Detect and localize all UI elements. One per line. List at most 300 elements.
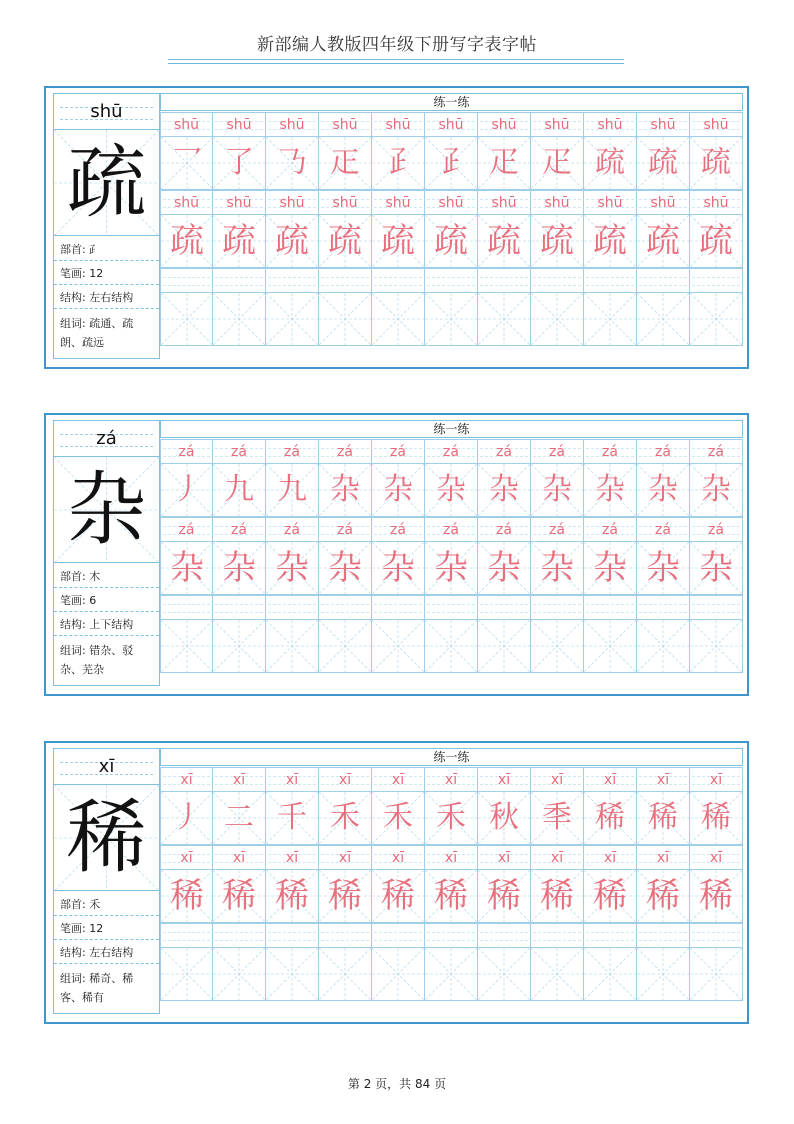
pinyin-guide-line — [374, 612, 422, 613]
pinyin-cell-text: xī — [444, 849, 458, 866]
pinyin-cell — [478, 517, 531, 542]
tian-grid-cell[interactable] — [319, 542, 372, 595]
pinyin-cell — [584, 190, 637, 215]
blank-pinyin-cell[interactable] — [266, 268, 319, 293]
pinyin-cell — [266, 845, 319, 870]
tian-grid-cell[interactable] — [372, 948, 425, 1001]
blank-pinyin-cell[interactable] — [584, 595, 637, 620]
pinyin-cell — [584, 517, 637, 542]
tian-grid-cell[interactable] — [478, 464, 531, 517]
model-character: 杂 — [66, 463, 147, 556]
tian-grid-cell[interactable] — [690, 293, 743, 346]
tian-grid-cell[interactable] — [160, 137, 213, 190]
pinyin-guide-line — [692, 612, 740, 613]
pinyin-guide-line — [163, 285, 210, 286]
trace-character: 了 — [224, 145, 254, 180]
pinyin-cell — [319, 517, 372, 542]
blank-pinyin-cell[interactable] — [584, 268, 637, 293]
tian-grid-cell[interactable] — [425, 464, 478, 517]
trace-character: 二 — [224, 800, 254, 835]
tian-grid-cell[interactable] — [531, 137, 584, 190]
tian-grid-cell[interactable] — [372, 542, 425, 595]
tian-grid-cell[interactable] — [160, 542, 213, 595]
tian-grid-cell[interactable] — [584, 542, 637, 595]
tian-grid-cell[interactable] — [319, 948, 372, 1001]
tian-grid-cell[interactable] — [213, 792, 266, 845]
page-footer: 第 2 页，共 84 页 — [347, 1077, 447, 1091]
tian-grid-cell[interactable] — [160, 464, 213, 517]
tian-grid-cell[interactable] — [160, 870, 213, 923]
trace-character: 稀 — [595, 800, 625, 835]
tian-grid-cell[interactable] — [425, 792, 478, 845]
tian-grid-cell[interactable] — [584, 293, 637, 346]
tian-grid-guides — [531, 293, 583, 345]
practice-card — [44, 413, 749, 696]
tian-grid-cell[interactable] — [266, 542, 319, 595]
tian-grid-cell[interactable] — [478, 792, 531, 845]
trace-character: 杂 — [330, 472, 360, 507]
pinyin-cell-text: xī — [656, 771, 670, 788]
pinyin-cell — [690, 767, 743, 792]
pinyin-guide-line — [533, 277, 581, 278]
tian-grid-cell[interactable] — [213, 215, 266, 268]
tian-grid-cell[interactable] — [690, 620, 743, 673]
tian-grid-cell[interactable] — [266, 620, 319, 673]
pinyin-text: xī — [98, 756, 115, 777]
pinyin-cell-text: shū — [650, 116, 676, 133]
pinyin-cell-text: xī — [391, 849, 405, 866]
pinyin-cell — [372, 517, 425, 542]
pinyin-guide-line — [427, 604, 475, 605]
trace-character: 疏 — [595, 145, 625, 180]
blank-pinyin-cell[interactable] — [690, 268, 743, 293]
tian-grid-cell[interactable] — [160, 792, 213, 845]
tian-grid-cell[interactable] — [213, 464, 266, 517]
pinyin-guide-line — [374, 932, 422, 933]
blank-pinyin-cell[interactable] — [319, 268, 372, 293]
trace-character: 杂 — [222, 548, 256, 588]
tian-grid-guides — [372, 620, 424, 672]
trace-character: 稀 — [648, 800, 678, 835]
tian-grid-cell[interactable] — [690, 215, 743, 268]
pinyin-cell — [637, 112, 690, 137]
practice-header: 练一练 — [160, 748, 743, 766]
tian-grid-cell[interactable] — [213, 542, 266, 595]
pinyin-guide-line — [533, 604, 581, 605]
tian-grid-cell[interactable] — [637, 293, 690, 346]
pinyin-guide-line — [215, 612, 263, 613]
blank-pinyin-cell[interactable] — [372, 923, 425, 948]
word-examples-info — [54, 636, 159, 686]
pinyin-cell — [531, 767, 584, 792]
blank-pinyin-cell[interactable] — [478, 268, 531, 293]
radical-info-label: 部首: — [60, 242, 90, 256]
pinyin-cell-text: xī — [180, 771, 193, 788]
tian-grid-cell[interactable] — [690, 464, 743, 517]
structure-info — [54, 285, 159, 309]
blank-pinyin-cell[interactable] — [584, 923, 637, 948]
blank-pinyin-cell[interactable] — [637, 923, 690, 948]
pinyin-guide-line — [692, 604, 740, 605]
tian-grid-cell[interactable] — [531, 293, 584, 346]
tian-grid-cell[interactable] — [266, 870, 319, 923]
pinyin-cell-text: zá — [602, 521, 618, 538]
pinyin-cell-text: xī — [391, 771, 405, 788]
pinyin-cell-text: xī — [444, 771, 458, 788]
trace-character: 疏 — [593, 221, 627, 261]
blank-pinyin-cell[interactable] — [478, 923, 531, 948]
trace-character: 𠄎 — [277, 145, 307, 180]
blank-pinyin-row — [160, 595, 743, 620]
stroke-order-row — [160, 137, 743, 190]
blank-pinyin-cell[interactable] — [425, 923, 478, 948]
tian-grid-cell[interactable] — [425, 137, 478, 190]
tian-grid-cell[interactable] — [372, 464, 425, 517]
pinyin-cell-text: zá — [390, 443, 406, 460]
blank-pinyin-cell[interactable] — [690, 923, 743, 948]
pinyin-cell-text: shū — [438, 116, 464, 133]
tian-grid-cell[interactable] — [319, 792, 372, 845]
tian-grid-guides — [266, 948, 318, 1000]
tian-grid-cell[interactable] — [319, 137, 372, 190]
radical-info-text — [60, 896, 100, 912]
pinyin-cell-text: shū — [597, 116, 623, 133]
tian-grid-cell[interactable] — [478, 948, 531, 1001]
blank-pinyin-cell[interactable] — [213, 268, 266, 293]
tian-grid-cell[interactable] — [531, 792, 584, 845]
pinyin-cell — [213, 767, 266, 792]
pinyin-cell — [266, 190, 319, 215]
tian-grid-cell[interactable] — [478, 215, 531, 268]
tian-grid-cell[interactable] — [372, 870, 425, 923]
word-examples-info-value: 稀奇、稀客、稀有 — [60, 972, 134, 1004]
tian-grid-cell[interactable] — [637, 215, 690, 268]
tian-grid-cell[interactable] — [319, 620, 372, 673]
pinyin-guide-line — [533, 940, 581, 941]
pinyin-cell-text: zá — [284, 521, 300, 538]
tian-grid-cell[interactable] — [160, 620, 213, 673]
tian-grid-cell[interactable] — [531, 948, 584, 1001]
tian-grid-cell[interactable] — [213, 137, 266, 190]
blank-pinyin-cell[interactable] — [213, 595, 266, 620]
tian-grid-cell[interactable] — [637, 542, 690, 595]
tian-grid-cell[interactable] — [584, 870, 637, 923]
blank-pinyin-cell[interactable] — [531, 923, 584, 948]
character-pinyin — [54, 94, 159, 130]
stroke-order-row — [160, 464, 743, 517]
tian-grid-cell[interactable] — [690, 870, 743, 923]
blank-pinyin-cell[interactable] — [160, 268, 213, 293]
trace-character: 乛 — [172, 145, 202, 180]
pinyin-guide-line — [639, 604, 687, 605]
tian-grid-cell[interactable] — [637, 948, 690, 1001]
tian-grid-cell[interactable] — [584, 215, 637, 268]
tian-grid-guides — [637, 620, 689, 672]
pinyin-cell — [372, 767, 425, 792]
character-info-panel — [53, 420, 160, 686]
tian-grid-cell[interactable] — [319, 870, 372, 923]
tian-grid-cell[interactable] — [266, 215, 319, 268]
stroke-count-info — [54, 261, 159, 285]
pinyin-cell — [531, 190, 584, 215]
tian-grid-cell[interactable] — [478, 293, 531, 346]
tian-grid-cell[interactable] — [266, 293, 319, 346]
trace-character: 疏 — [540, 221, 574, 261]
pinyin-guide-line — [215, 285, 263, 286]
pinyin-cell-text: shū — [279, 116, 305, 133]
trace-character: 禾 — [436, 800, 466, 835]
pinyin-guide-line — [692, 285, 740, 286]
trace-character: 杂 — [381, 548, 415, 588]
blank-pinyin-row — [160, 268, 743, 293]
pinyin-cell-text: zá — [178, 521, 195, 538]
tian-grid-cell[interactable] — [372, 620, 425, 673]
blank-pinyin-cell[interactable] — [372, 268, 425, 293]
pinyin-cell-text: shū — [332, 116, 358, 133]
tian-grid-cell[interactable] — [319, 293, 372, 346]
trace-character: 千 — [277, 800, 307, 835]
pinyin-guide-line — [480, 932, 528, 933]
tian-grid-cell[interactable] — [372, 137, 425, 190]
tian-grid-guides — [584, 293, 636, 345]
tian-grid-cell[interactable] — [637, 870, 690, 923]
tian-grid-cell[interactable] — [531, 464, 584, 517]
pinyin-guide-line — [480, 940, 528, 941]
pinyin-cell — [319, 439, 372, 464]
trace-character: 杂 — [595, 472, 625, 507]
character-pinyin — [54, 421, 159, 457]
pinyin-cell — [478, 845, 531, 870]
pinyin-cell-text: xī — [497, 771, 511, 788]
blank-pinyin-cell[interactable] — [531, 268, 584, 293]
tian-grid-guides — [425, 948, 477, 1000]
tian-grid-cell[interactable] — [372, 215, 425, 268]
tian-grid-cell[interactable] — [637, 137, 690, 190]
tian-grid-cell[interactable] — [425, 215, 478, 268]
pinyin-guide-line — [163, 612, 210, 613]
tian-grid-cell[interactable] — [266, 792, 319, 845]
trace-character: 丿 — [172, 472, 202, 507]
tian-grid-cell[interactable] — [213, 870, 266, 923]
tian-grid-cell[interactable] — [425, 293, 478, 346]
trace-character: 疏 — [170, 221, 204, 261]
blank-pinyin-cell[interactable] — [319, 923, 372, 948]
pinyin-cell-text: zá — [231, 443, 247, 460]
tian-grid-cell[interactable] — [531, 870, 584, 923]
tian-grid-cell[interactable] — [372, 293, 425, 346]
pinyin-cell-text: xī — [709, 771, 723, 788]
tian-grid-guides — [319, 293, 371, 345]
trace-character: 稀 — [434, 876, 468, 916]
pinyin-cell-text: shū — [226, 194, 252, 211]
tian-grid-cell[interactable] — [478, 620, 531, 673]
pinyin-cell — [372, 112, 425, 137]
pinyin-cell — [584, 767, 637, 792]
tian-grid-cell[interactable] — [425, 948, 478, 1001]
trace-character: 杂 — [487, 548, 521, 588]
trace-character: 稀 — [701, 800, 731, 835]
pinyin-cell-text: xī — [232, 771, 246, 788]
tian-grid-cell[interactable] — [690, 792, 743, 845]
stroke-order-pinyin-row — [160, 767, 743, 792]
pinyin-cell-text: zá — [284, 443, 300, 460]
pinyin-cell — [213, 517, 266, 542]
tian-grid-cell[interactable] — [160, 215, 213, 268]
tian-grid-cell[interactable] — [266, 948, 319, 1001]
tian-grid-guides — [425, 293, 477, 345]
trace-pinyin-row — [160, 190, 743, 215]
blank-pinyin-cell[interactable] — [531, 595, 584, 620]
blank-pinyin-cell[interactable] — [319, 595, 372, 620]
tian-grid-guides — [637, 948, 689, 1000]
pinyin-guide-line — [374, 285, 422, 286]
blank-pinyin-cell[interactable] — [637, 268, 690, 293]
tian-grid-cell[interactable] — [478, 137, 531, 190]
trace-character: 𤴓 — [330, 145, 360, 180]
pinyin-guide-line — [321, 285, 369, 286]
stroke-order-pinyin-row — [160, 439, 743, 464]
tian-grid-cell[interactable] — [213, 948, 266, 1001]
trace-character: 疋 — [542, 145, 572, 180]
tian-grid-cell[interactable] — [425, 542, 478, 595]
pinyin-cell-text: zá — [496, 521, 512, 538]
structure-info-value: 左右结构 — [89, 290, 134, 304]
pinyin-guide-line — [639, 932, 687, 933]
blank-pinyin-cell[interactable] — [478, 595, 531, 620]
tian-grid-cell[interactable] — [690, 542, 743, 595]
blank-pinyin-cell[interactable] — [425, 268, 478, 293]
pinyin-cell-text: zá — [337, 521, 353, 538]
pinyin-cell — [372, 439, 425, 464]
pinyin-guide-line — [427, 612, 475, 613]
trace-character: 杂 — [328, 548, 362, 588]
blank-pinyin-cell[interactable] — [266, 923, 319, 948]
tian-grid-guides — [531, 620, 583, 672]
blank-pinyin-cell[interactable] — [266, 595, 319, 620]
tian-grid-cell[interactable] — [319, 464, 372, 517]
pinyin-cell-text: shū — [332, 194, 358, 211]
pinyin-cell-text: zá — [602, 443, 618, 460]
pinyin-guide-line — [586, 285, 634, 286]
pinyin-cell — [478, 439, 531, 464]
pinyin-guide-line — [692, 932, 740, 933]
tian-grid-cell[interactable] — [478, 542, 531, 595]
character-info-panel — [53, 93, 160, 359]
pinyin-guide-line — [533, 612, 581, 613]
tian-grid-cell[interactable] — [637, 792, 690, 845]
word-examples-info-label: 组词: — [60, 972, 90, 985]
word-examples-info — [54, 964, 159, 1014]
tian-grid-guides — [266, 620, 318, 672]
stroke-count-info-text — [60, 592, 96, 608]
pinyin-guide-line — [321, 932, 369, 933]
pinyin-cell — [690, 439, 743, 464]
tian-grid-cell[interactable] — [584, 792, 637, 845]
word-examples-info-label: 组词: — [60, 317, 90, 330]
tian-grid-cell[interactable] — [531, 215, 584, 268]
pinyin-cell — [584, 439, 637, 464]
blank-pinyin-cell[interactable] — [160, 923, 213, 948]
blank-pinyin-cell[interactable] — [690, 595, 743, 620]
pinyin-cell — [478, 767, 531, 792]
tian-grid-cell[interactable] — [690, 137, 743, 190]
tian-grid-cell[interactable] — [584, 137, 637, 190]
blank-pinyin-cell[interactable] — [372, 595, 425, 620]
tian-grid-cell[interactable] — [213, 293, 266, 346]
pinyin-cell — [160, 112, 213, 137]
tian-grid-guides — [161, 620, 213, 672]
stroke-order-row — [160, 792, 743, 845]
stroke-count-info-text — [60, 265, 103, 281]
tian-grid-cell[interactable] — [531, 542, 584, 595]
tian-grid-guides — [319, 620, 371, 672]
pinyin-guide-line — [268, 932, 316, 933]
tian-grid-cell[interactable] — [584, 620, 637, 673]
pinyin-cell-text: xī — [603, 771, 617, 788]
tian-grid-cell[interactable] — [266, 137, 319, 190]
structure-info-text — [60, 944, 133, 960]
trace-character: 疏 — [275, 221, 309, 261]
tian-grid-cell[interactable] — [425, 870, 478, 923]
tian-grid-cell[interactable] — [584, 948, 637, 1001]
character-model-box — [54, 457, 159, 563]
pinyin-cell-text: shū — [491, 116, 517, 133]
word-examples-info-text — [60, 314, 155, 352]
pinyin-cell — [319, 767, 372, 792]
radical-info-value: 木 — [89, 569, 101, 583]
tian-grid-cell[interactable] — [690, 948, 743, 1001]
tian-grid-cell[interactable] — [478, 870, 531, 923]
pinyin-cell-text: shū — [544, 194, 570, 211]
practice-area — [160, 420, 743, 686]
radical-info — [54, 892, 159, 916]
title-rule — [168, 59, 624, 60]
tian-grid-cell[interactable] — [160, 293, 213, 346]
blank-pinyin-cell[interactable] — [160, 595, 213, 620]
tian-grid-cell[interactable] — [372, 792, 425, 845]
character-info-panel — [53, 748, 160, 1014]
pinyin-cell — [637, 845, 690, 870]
pinyin-cell — [637, 517, 690, 542]
tian-grid-cell[interactable] — [637, 464, 690, 517]
tian-grid-cell[interactable] — [531, 620, 584, 673]
pinyin-guide-line — [268, 612, 316, 613]
pinyin-cell — [637, 190, 690, 215]
pinyin-guide-line — [639, 285, 687, 286]
tian-grid-cell[interactable] — [584, 464, 637, 517]
pinyin-cell — [531, 517, 584, 542]
pinyin-cell — [213, 439, 266, 464]
pinyin-guide-line — [639, 612, 687, 613]
pinyin-cell-text: xī — [285, 771, 299, 788]
stroke-count-info-label: 笔画: — [60, 921, 90, 935]
trace-character: 疏 — [381, 221, 415, 261]
tian-grid-cell[interactable] — [637, 620, 690, 673]
tian-grid-cell[interactable] — [266, 464, 319, 517]
trace-character: 疏 — [701, 145, 731, 180]
trace-character: 杂 — [648, 472, 678, 507]
blank-pinyin-cell[interactable] — [637, 595, 690, 620]
tian-grid-cell[interactable] — [425, 620, 478, 673]
tian-grid-cell[interactable] — [319, 215, 372, 268]
blank-pinyin-cell[interactable] — [213, 923, 266, 948]
pinyin-cell — [690, 112, 743, 137]
trace-character: 杂 — [701, 472, 731, 507]
tian-grid-cell[interactable] — [213, 620, 266, 673]
pinyin-guide-line — [533, 932, 581, 933]
tian-grid-cell[interactable] — [160, 948, 213, 1001]
blank-pinyin-cell[interactable] — [425, 595, 478, 620]
